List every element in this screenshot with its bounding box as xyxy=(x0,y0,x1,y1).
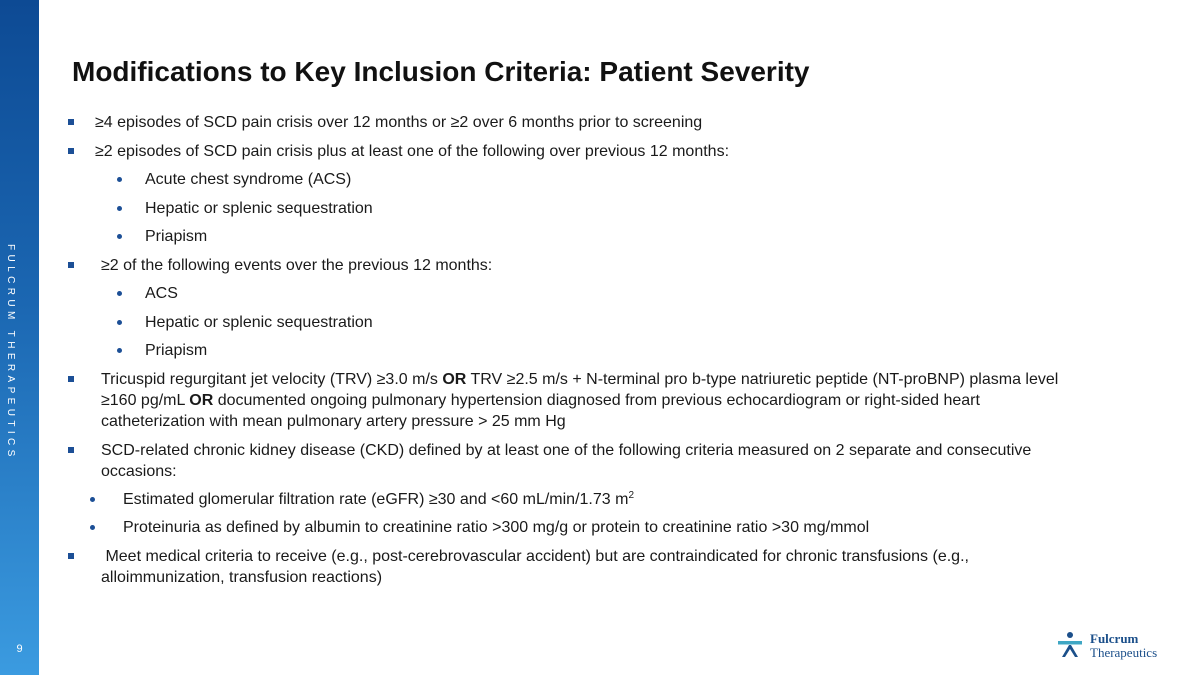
slide-title: Modifications to Key Inclusion Criteria: Patient Severity xyxy=(72,56,810,87)
round-bullet-icon xyxy=(117,177,122,182)
sub-item: ACS xyxy=(145,285,178,302)
criterion-transfusion-line1: Meet medical criteria to receive (e.g., post-cerebrovascular accident) but are contraindicated for chronic transfusions (e.g., xyxy=(101,548,969,565)
criterion-trv-line2: ≥160 pg/mL OR documented ongoing pulmonary hypertension diagnosed from previous echocardiogram or right-sided heart xyxy=(101,392,980,409)
round-bullet-icon xyxy=(117,291,122,296)
criterion-pain-crisis-episodes: ≥4 episodes of SCD pain crisis over 12 months or ≥2 over 6 months prior to screening xyxy=(95,114,703,131)
round-bullet-icon xyxy=(90,497,95,502)
criterion-pain-crisis-plus-one: ≥2 episodes of SCD pain crisis plus at least one of the following over previous 12 months: xyxy=(95,143,730,160)
sub-item: Acute chest syndrome (ACS) xyxy=(145,171,352,188)
sub-item: Hepatic or splenic sequestration xyxy=(145,314,373,331)
round-bullet-icon xyxy=(90,525,95,530)
sub-item: Priapism xyxy=(145,228,208,245)
round-bullet-icon xyxy=(117,348,122,353)
round-bullet-icon xyxy=(117,234,122,239)
criterion-ckd-line2: occasions: xyxy=(101,463,177,480)
sub-item: Priapism xyxy=(145,342,208,359)
logo-text-primary: Fulcrum xyxy=(1090,631,1139,646)
sub-item-egfr: Estimated glomerular filtration rate (eGFR) ≥30 and <60 mL/min/1.73 $m^2$ xyxy=(123,490,634,508)
criterion-transfusion-line2: alloimmunization, transfusion reactions) xyxy=(101,569,383,586)
round-bullet-icon xyxy=(117,206,122,211)
brand-vertical-text: FULCRUM THERAPEUTICS xyxy=(5,244,16,461)
page-number: 9 xyxy=(16,643,23,655)
round-bullet-icon xyxy=(117,320,122,325)
company-logo xyxy=(1056,631,1166,661)
square-bullet-icon xyxy=(68,119,74,125)
square-bullet-icon xyxy=(68,376,74,382)
fulcrum-figure-icon xyxy=(1056,631,1084,659)
square-bullet-icon xyxy=(68,447,74,453)
square-bullet-icon xyxy=(68,553,74,559)
criterion-two-events: ≥2 of the following events over the previous 12 months: xyxy=(101,257,493,274)
square-bullet-icon xyxy=(68,148,74,154)
sub-item: Hepatic or splenic sequestration xyxy=(145,200,373,217)
criterion-trv-line3: catheterization with mean pulmonary artery pressure > 25 mm Hg xyxy=(101,413,566,430)
or-emphasis: OR xyxy=(189,392,214,409)
sub-item-proteinuria: Proteinuria as defined by albumin to creatinine ratio >300 mg/g or protein to creatinine ratio >30 mg/mmol xyxy=(123,519,870,536)
square-bullet-icon xyxy=(68,262,74,268)
or-emphasis: OR xyxy=(442,371,467,388)
criterion-ckd-line1: SCD-related chronic kidney disease (CKD) defined by at least one of the following criteria measured on 2 separate and consecutive xyxy=(101,442,1032,459)
logo-text-secondary: Therapeutics xyxy=(1090,645,1158,660)
criterion-trv-line1: Tricuspid regurgitant jet velocity (TRV) ≥3.0 m/s OR TRV ≥2.5 m/s + N-terminal pro b-type natriuretic peptide (NT-proBNP) plasma level xyxy=(101,371,1059,388)
sidebar-band xyxy=(0,0,39,675)
